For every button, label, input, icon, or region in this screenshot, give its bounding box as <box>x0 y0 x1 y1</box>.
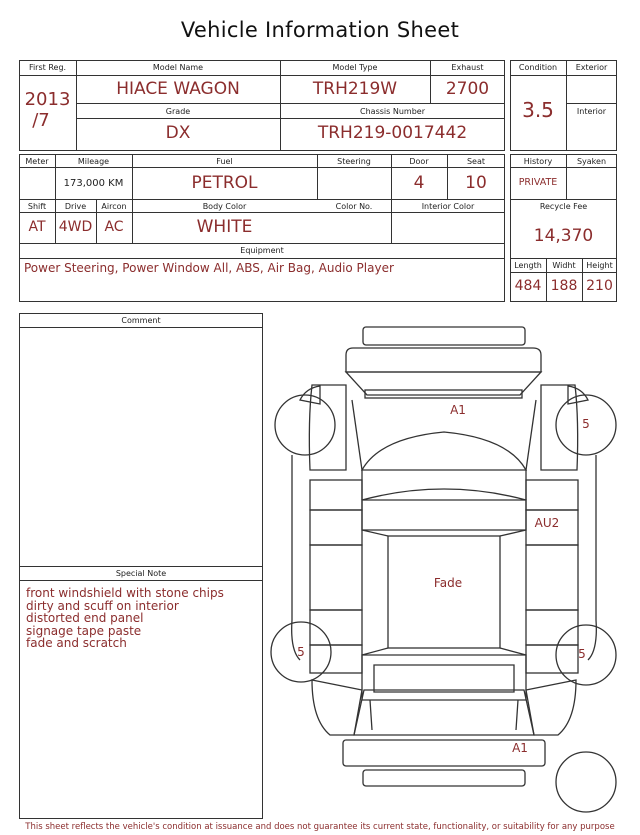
mark-right-rear-wheel: 5 <box>578 647 586 661</box>
exhaust-label: Exhaust <box>451 63 484 72</box>
body-color-value: WHITE <box>196 217 253 237</box>
model-name-value: HIACE WAGON <box>116 79 240 99</box>
width-value: 188 <box>550 278 578 294</box>
first-reg-year: 2013 <box>24 89 71 110</box>
aircon-label: Aircon <box>101 202 127 211</box>
mark-right-front-wheel: 5 <box>582 417 590 431</box>
model-name-label: Model Name <box>152 63 204 72</box>
interior-label: Interior <box>576 107 607 116</box>
special-note-item: distorted end panel <box>26 611 144 625</box>
equipment-label: Equipment <box>240 246 284 255</box>
condition-label: Condition <box>518 63 558 72</box>
mark-roof: Fade <box>433 576 463 590</box>
steering-label: Steering <box>337 157 371 166</box>
length-label: Length <box>514 261 542 270</box>
door-label: Door <box>409 157 429 166</box>
height-label: Height <box>586 261 613 270</box>
chassis-number-label: Chassis Number <box>360 107 425 116</box>
special-notes-list <box>26 587 224 650</box>
rear-window-shape <box>374 665 514 692</box>
aircon-value: AC <box>104 219 124 235</box>
first-reg-label: First Reg. <box>28 63 67 72</box>
hood-shape <box>346 348 541 372</box>
mark-front: A1 <box>450 403 466 417</box>
fuel-label: Fuel <box>216 157 233 166</box>
mark-left-rear-wheel: 5 <box>297 645 305 659</box>
windshield-shape <box>362 432 526 470</box>
disclaimer-footer: This sheet reflects the vehicle's condition at issuance and does not guarantee its current state, functionality, or suitability for any purpose <box>25 822 615 832</box>
drive-label: Drive <box>64 202 87 211</box>
grade-label: Grade <box>165 107 191 116</box>
chassis-number-value: TRH219-0017442 <box>317 123 468 143</box>
seat-value: 10 <box>465 173 487 193</box>
special-note-item: fade and scratch <box>26 636 127 650</box>
shift-label: Shift <box>27 202 47 211</box>
drive-value: 4WD <box>58 219 93 235</box>
mileage-value: 173,000 KM <box>63 178 124 189</box>
door-value: 4 <box>413 173 425 193</box>
fuel-value: PETROL <box>191 173 258 193</box>
mark-right-side: AU2 <box>534 516 560 530</box>
history-label: History <box>523 157 553 166</box>
first-reg-month: /7 <box>32 110 50 131</box>
exhaust-value: 2700 <box>445 79 490 99</box>
special-note-item: dirty and scuff on interior <box>26 598 179 613</box>
right-rear-wheel-shape <box>556 625 616 685</box>
history-value: PRIVATE <box>518 177 558 188</box>
spare-wheel-shape <box>556 752 616 812</box>
color-no-label: Color No. <box>335 202 373 211</box>
grade-value: DX <box>165 123 191 143</box>
condition-score: 3.5 <box>522 98 554 122</box>
special-note-item: front windshield with stone chips <box>26 586 224 600</box>
body-color-label: Body Color <box>202 202 247 211</box>
recycle-fee-label: Recycle Fee <box>539 202 588 211</box>
mileage-label: Mileage <box>77 157 110 166</box>
interior-color-label: Interior Color <box>421 202 475 211</box>
length-value: 484 <box>514 278 542 294</box>
comment-label: Comment <box>121 316 161 325</box>
height-value: 210 <box>586 278 613 294</box>
meter-label: Meter <box>25 157 49 166</box>
sheet-title: Vehicle Information Sheet <box>180 18 460 42</box>
vehicle-damage-diagram <box>270 322 620 818</box>
exterior-label: Exterior <box>575 63 608 72</box>
mark-rear: A1 <box>512 741 528 755</box>
left-front-wheel-shape <box>275 395 335 455</box>
special-note-label: Special Note <box>115 569 167 578</box>
model-type-value: TRH219W <box>312 79 398 99</box>
front-bumper-shape <box>363 327 525 345</box>
recycle-fee-value: 14,370 <box>533 226 594 246</box>
syaken-label: Syaken <box>576 157 607 166</box>
special-note-item: signage tape paste <box>26 623 142 638</box>
width-label: Widht <box>552 261 576 270</box>
roof-shape <box>388 536 500 648</box>
model-type-label: Model Type <box>332 63 378 72</box>
shift-value: AT <box>28 219 46 235</box>
seat-label: Seat <box>466 157 486 166</box>
equipment-value: Power Steering, Power Window All, ABS, Air Bag, Audio Player <box>24 261 394 275</box>
